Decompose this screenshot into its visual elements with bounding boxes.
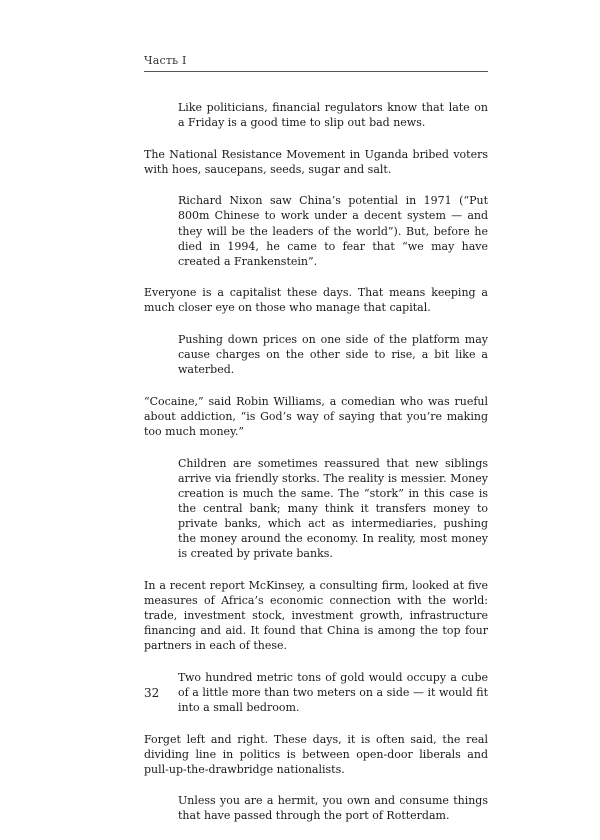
paragraph-indented: Unless you are a hermit, you own and consume things that have passed through the port of Rotterdam. [178, 794, 488, 823]
paragraph: Everyone is a capitalist these days. That means keeping a much closer eye on those who manage that capital. [144, 286, 488, 315]
paragraph-indented: Two hundred metric tons of gold would occupy a cube of a little more than two meters on a side — it would fit into a small bedroom. [178, 670, 488, 714]
paragraph: The National Resistance Movement in Uganda bribed voters with hoes, saucepans, seeds, sugar and salt. [144, 147, 488, 176]
paragraph: In a recent report McKinsey, a consulting firm, looked at five measures of Africa’s economic connection with the world: trade, investment stock, investment growth, infrastructure financing and aid. It found that China is among the top four partners in each of these. [144, 578, 488, 653]
header-rule [144, 71, 488, 72]
paragraph-indented: Like politicians, financial regulators know that late on a Friday is a good time to slip out bad news. [178, 101, 488, 130]
paragraph-indented: Children are sometimes reassured that new siblings arrive via friendly storks. The reality is messier. Money creation is much the same. The “stork” in this case is the central bank; many think it transfers money to private banks, which act as intermediaries, pushing the money around the economy. In reality, most money is created by private banks. [178, 456, 488, 561]
paragraph: “Cocaine,” said Robin Williams, a comedian who was rueful about addiction, “is God’s way of saying that you’re making too much money.” [144, 394, 488, 438]
paragraph: Forget left and right. These days, it is often said, the real dividing line in politics is between open-door liberals and pull-up-the-drawbridge nationalists. [144, 732, 488, 776]
page-number: 32 [144, 686, 160, 700]
paragraph-indented: Richard Nixon saw China’s potential in 1971 (“Put 800m Chinese to work under a decent system — and they will be the leaders of the world”). But, before he died in 1994, he came to fear that “we may have created a Frankenstein”. [178, 194, 488, 268]
paragraph-indented: Pushing down prices on one side of the platform may cause charges on the other side to rise, a bit like a waterbed. [178, 333, 488, 377]
page-body [144, 100, 488, 840]
running-head: Часть I [144, 54, 187, 67]
